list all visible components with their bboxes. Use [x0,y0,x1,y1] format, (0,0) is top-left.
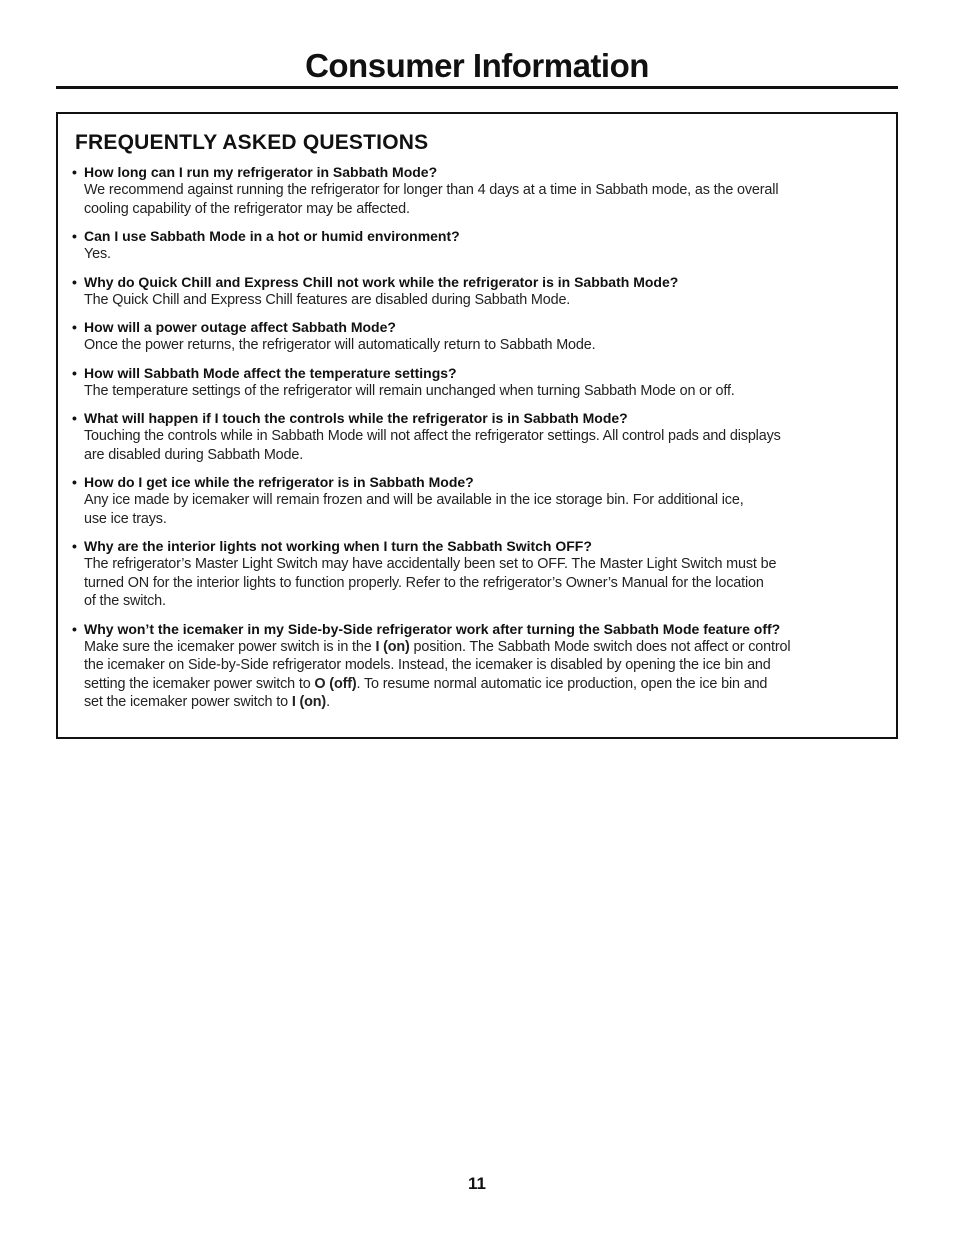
faq-item [72,227,880,264]
faq-answer [72,555,880,611]
faq-answer [72,336,880,355]
faq-item [72,273,880,310]
page-title: Consumer Information [305,47,649,84]
bullet-icon: • [72,620,77,637]
faq-item [72,537,880,611]
faq-answer [72,245,880,264]
faq-item [72,409,880,464]
bullet-icon: • [72,319,77,335]
page-number: 11 [468,1174,486,1193]
faq-answer [72,491,880,528]
faq-answer [72,291,880,310]
bullet-icon: • [72,410,77,426]
faq-item [72,163,880,218]
faq-question: • What will happen if I touch the controls while the refrigerator is in Sabbath Mode? [72,410,628,426]
bullet-icon: • [72,228,77,244]
answer-line: cooling capability of the refrigerator may be affected. [84,200,410,217]
answer-line: Make sure the icemaker power switch is in the I (on) position. The Sabbath Mode switch does not affect or control [84,638,791,655]
faq-item [72,473,880,528]
faq-question: • Why do Quick Chill and Express Chill not work while the refrigerator is in Sabbath Mode? [72,273,679,290]
answer-line: We recommend against running the refrigerator for longer than 4 days at a time in Sabbath mode, as the overall [84,182,779,198]
bullet-icon: • [72,474,77,490]
faq-item [72,620,880,712]
faq-box [56,112,898,739]
answer-line: of the switch. [84,593,166,609]
answer-line: Once the power returns, the refrigerator will automatically return to Sabbath Mode. [84,337,596,353]
faq-answer [72,638,880,712]
answer-line: are disabled during Sabbath Mode. [84,446,304,463]
answer-line: The Quick Chill and Express Chill features are disabled during Sabbath Mode. [84,291,571,308]
faq-question: • How will a power outage affect Sabbath Mode? [72,319,396,335]
title-rule [56,86,898,89]
faq-question: • How will Sabbath Mode affect the temperature settings? [72,364,457,381]
answer-line: turned ON for the interior lights to function properly. Refer to the refrigerator’s Owner’s Manual for the location [84,574,764,591]
faq-heading: FREQUENTLY ASKED QUESTIONS [75,131,429,154]
faq-list [72,163,880,721]
answer-line: Yes. [84,246,111,262]
bullet-icon: • [72,164,77,180]
answer-line: Touching the controls while in Sabbath Mode will not affect the refrigerator settings. All control pads and displays [84,428,781,444]
bullet-icon: • [72,364,77,381]
faq-question: • Why won’t the icemaker in my Side-by-Side refrigerator work after turning the Sabbath Mode feature off? [72,620,781,637]
faq-answer [72,382,880,401]
answer-line: Any ice made by icemaker will remain frozen and will be available in the ice storage bin. For additional ice, [84,492,744,508]
faq-question: • How long can I run my refrigerator in Sabbath Mode? [72,164,438,180]
faq-question: • How do I get ice while the refrigerator is in Sabbath Mode? [72,474,474,490]
faq-question: • Can I use Sabbath Mode in a hot or humid environment? [72,228,460,244]
answer-line: The temperature settings of the refrigerator will remain unchanged when turning Sabbath Mode on or off. [84,382,735,399]
faq-item [72,318,880,355]
answer-line: the icemaker on Side-by-Side refrigerator models. Instead, the icemaker is disabled by opening the ice bin and [84,657,771,673]
answer-line: use ice trays. [84,510,167,527]
answer-line: The refrigerator’s Master Light Switch may have accidentally been set to OFF. The Master Light Switch must be [84,556,777,572]
bullet-icon: • [72,538,77,554]
answer-line: set the icemaker power switch to I (on). [84,694,330,710]
faq-answer [72,181,880,218]
faq-answer [72,427,880,464]
faq-item [72,364,880,401]
answer-line: setting the icemaker power switch to O (off). To resume normal automatic ice production, open the ice bin and [84,675,768,692]
faq-question: • Why are the interior lights not working when I turn the Sabbath Switch OFF? [72,538,592,554]
bullet-icon: • [72,273,77,290]
